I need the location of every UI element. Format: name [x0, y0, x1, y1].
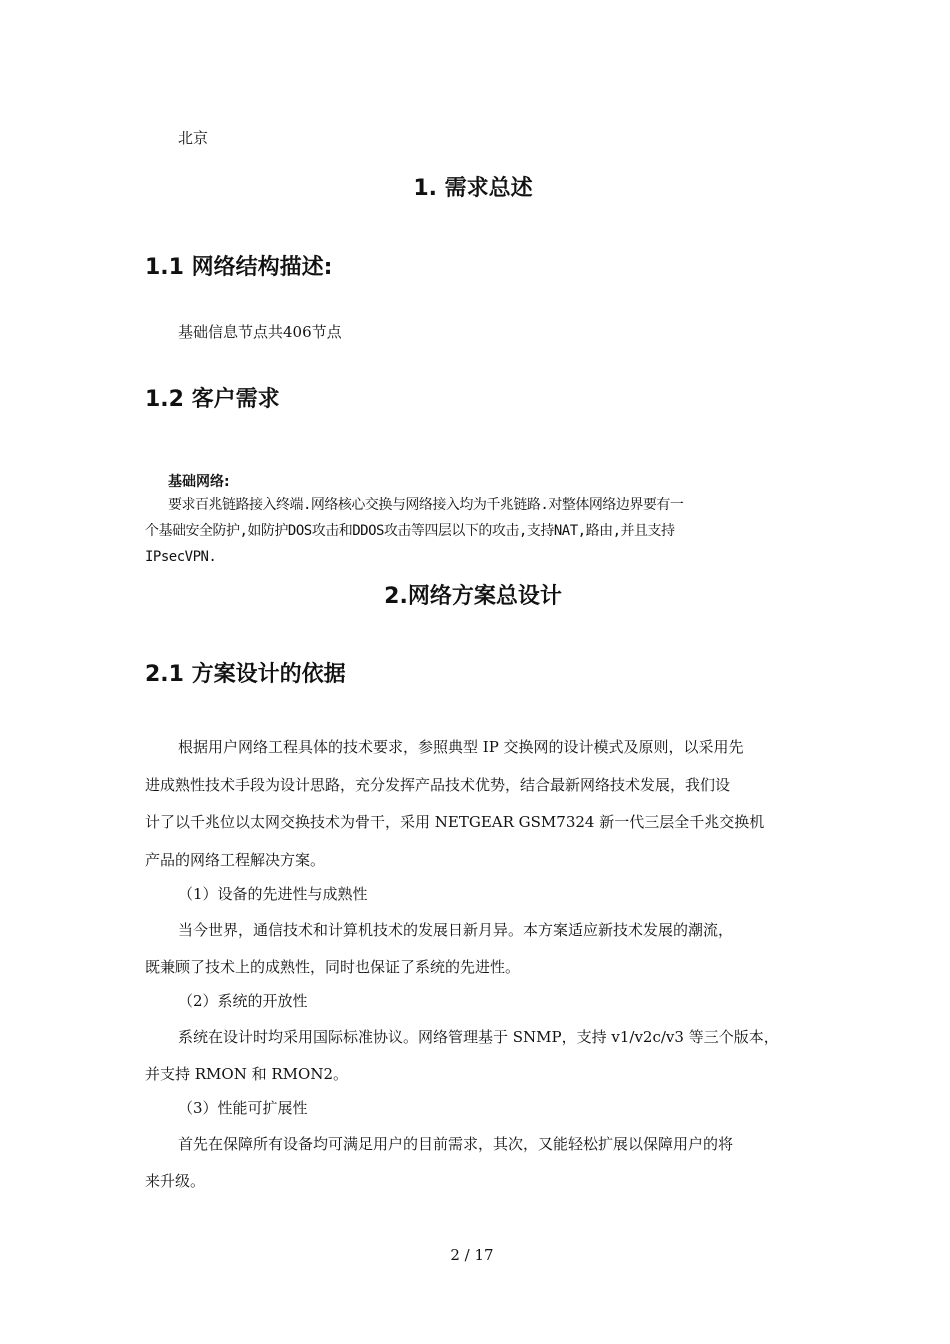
requirement-line-3: IPsecVPN.	[145, 549, 217, 565]
intro-line-2: 进成熟性技术手段为设计思路，充分发挥产品技术优势，结合最新网络技术发展，我们设	[145, 776, 731, 794]
section-1-title: 1. 需求总述	[413, 176, 533, 201]
point-3-line-1: 首先在保障所有设备均可满足用户的目前需求，其次，又能轻松扩展以保障用户的将	[178, 1135, 734, 1153]
page-indicator: 2 / 17	[450, 1246, 494, 1264]
point-2-line-2: 并支持 RMON 和 RMON2。	[145, 1065, 348, 1083]
section-1-1-title: 1.1 网络结构描述:	[145, 255, 333, 280]
requirement-line-2: 个基础安全防护,如防护DOS攻击和DDOS攻击等四层以下的攻击,支持NAT,路由,并且支持	[145, 523, 675, 539]
node-count-text: 基础信息节点共406节点	[178, 323, 342, 341]
point-1-line-1: 当今世界，通信技术和计算机技术的发展日新月异。本方案适应新技术发展的潮流，	[178, 921, 734, 939]
location-text: 北京	[178, 129, 209, 147]
section-2-1-title: 2.1 方案设计的依据	[145, 662, 346, 687]
intro-line-1: 根据用户网络工程具体的技术要求，参照典型 IP 交换网的设计模式及原则，以采用先	[178, 738, 744, 756]
section-2-title: 2.网络方案总设计	[384, 584, 562, 609]
intro-line-4: 产品的网络工程解决方案。	[145, 851, 326, 869]
point-2-line-1: 系统在设计时均采用国际标准协议。网络管理基于 SNMP，支持 v1/v2c/v3 等三个版本，	[178, 1028, 779, 1046]
point-2-heading: （2）系统的开放性	[178, 992, 308, 1010]
intro-line-3: 计了以千兆位以太网交换技术为骨干，采用 NETGEAR GSM7324 新一代三层全千兆交换机	[145, 813, 765, 831]
requirement-line-1: 要求百兆链路接入终端.网络核心交换与网络接入均为千兆链路.对整体网络边界要有一	[168, 497, 684, 513]
point-1-line-2: 既兼顾了技术上的成熟性，同时也保证了系统的先进性。	[145, 958, 521, 976]
point-3-line-2: 来升级。	[145, 1172, 206, 1190]
basic-network-label: 基础网络:	[168, 474, 230, 490]
section-1-2-title: 1.2 客户需求	[145, 387, 280, 412]
point-3-heading: （3）性能可扩展性	[178, 1099, 308, 1117]
point-1-heading: （1）设备的先进性与成熟性	[178, 885, 368, 903]
